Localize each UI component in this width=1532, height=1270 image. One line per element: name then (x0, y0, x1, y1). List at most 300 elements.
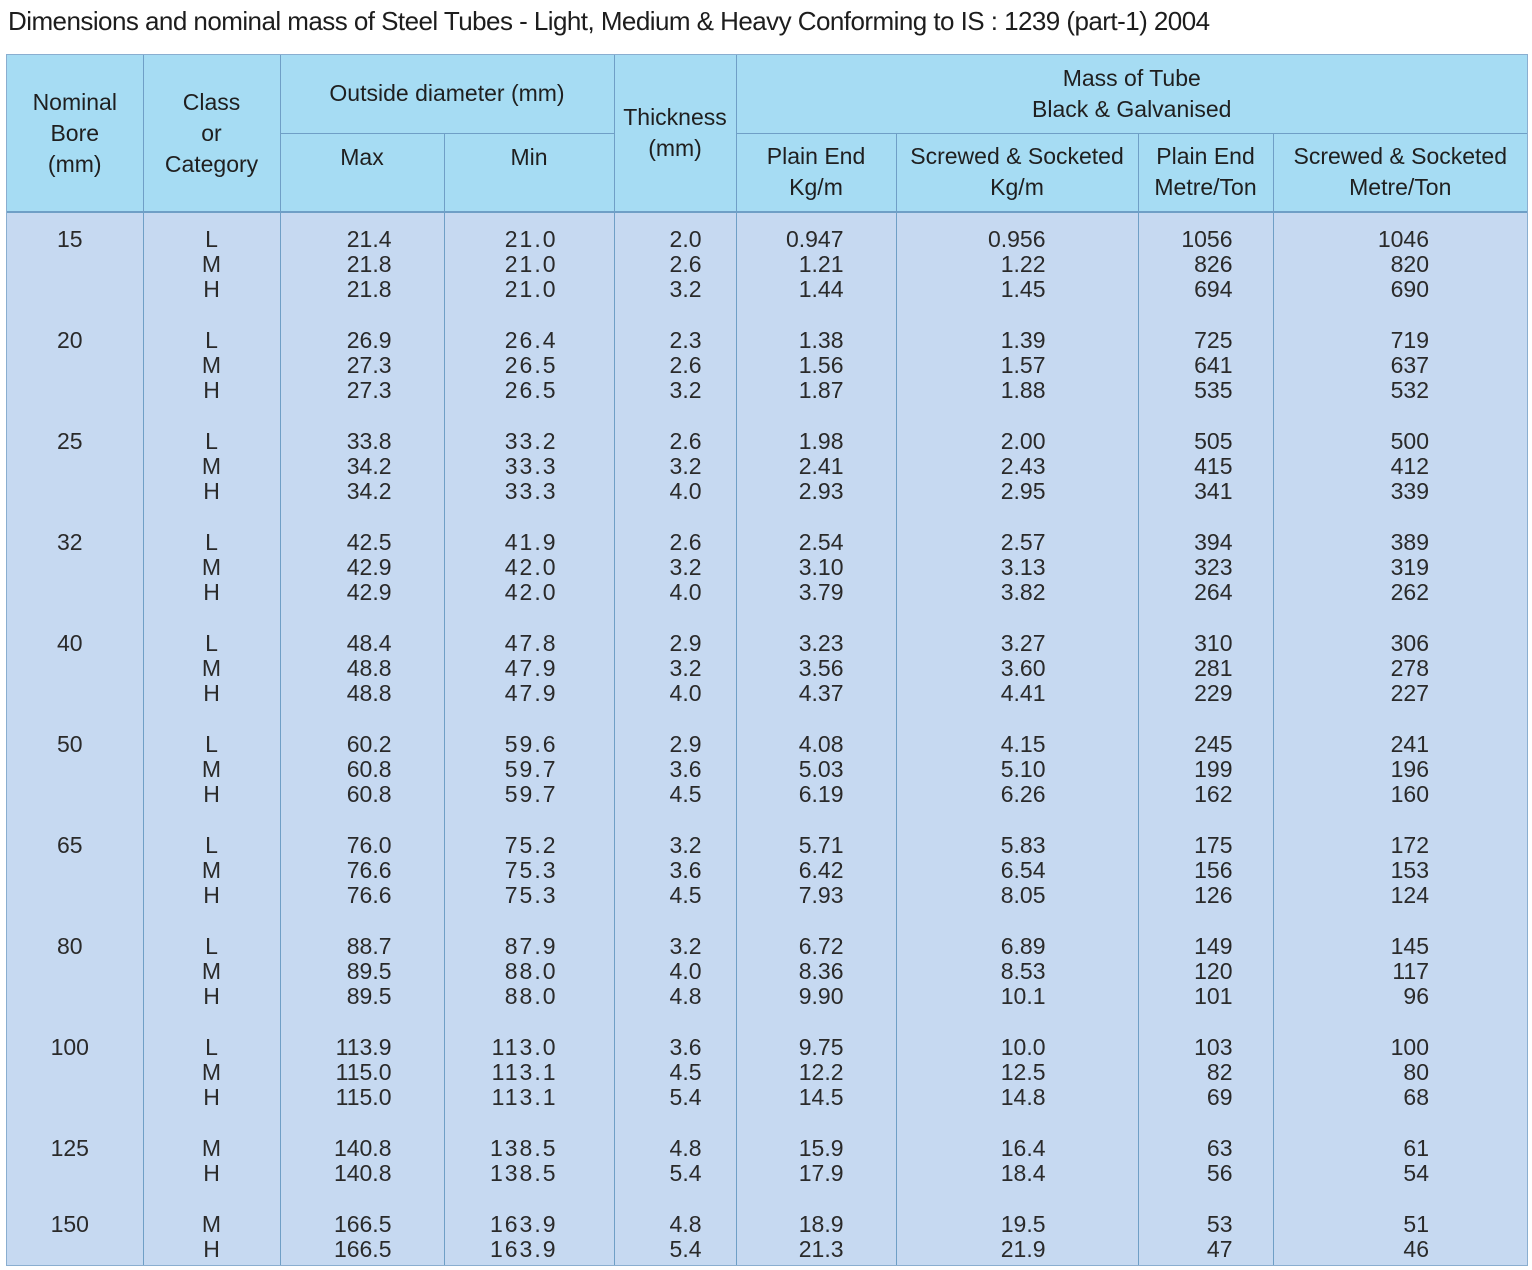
thickness-cell (614, 918, 736, 1019)
cell-value: 47 (1206, 1236, 1233, 1262)
table-row (7, 413, 1527, 514)
cell-value: H (203, 781, 220, 807)
plain-end-mt-cell (1138, 716, 1273, 817)
cell-value: 4.8 (669, 983, 702, 1009)
class-cell (143, 716, 280, 817)
screwed-kgm-cell (896, 716, 1138, 817)
cell-value: H (203, 1236, 220, 1262)
cell-value: 68 (1403, 1084, 1429, 1110)
cell-value: 3.2 (669, 377, 702, 403)
od-max-cell (280, 817, 444, 918)
cell-value: 126 (1194, 882, 1233, 908)
cell-value: 59.7 (504, 756, 558, 782)
cell-value: 42.9 (346, 579, 392, 605)
thickness-cell (614, 817, 736, 918)
cell-value: 8.05 (1000, 882, 1046, 908)
class-cell (143, 514, 280, 615)
cell-value: 2.57 (1000, 529, 1046, 555)
plain-end-kgm-cell (736, 615, 896, 716)
cell-value: 5.4 (669, 1160, 702, 1186)
cell-value: 103 (1194, 1034, 1233, 1060)
cell-value: 162 (1194, 781, 1233, 807)
cell-value: 120 (1194, 958, 1233, 984)
cell-value: 3.82 (1000, 579, 1046, 605)
cell-value: H (203, 478, 220, 504)
cell-value: 113.1 (491, 1059, 558, 1085)
cell-value: 140.8 (333, 1135, 392, 1161)
cell-value: 4.5 (669, 781, 702, 807)
plain-end-mt-cell (1138, 212, 1273, 312)
cell-value: L (205, 933, 218, 959)
od-min-cell (444, 1019, 614, 1120)
cell-value: 33.2 (504, 428, 558, 454)
screwed-mt-cell (1273, 514, 1527, 615)
cell-value: 63 (1206, 1135, 1233, 1161)
cell-value: 4.5 (669, 882, 702, 908)
cell-value: 5.4 (669, 1084, 702, 1110)
cell-value: 75.3 (504, 857, 558, 883)
plain-end-mt-cell (1138, 312, 1273, 413)
table-row (7, 615, 1527, 716)
cell-value: 637 (1390, 352, 1429, 378)
cell-value: 14.8 (1000, 1084, 1046, 1110)
cell-value: 166.5 (333, 1211, 392, 1237)
od-min-cell (444, 212, 614, 312)
cell-value: 33.8 (346, 428, 392, 454)
cell-value: 172 (1390, 832, 1429, 858)
cell-value: 4.0 (669, 478, 702, 504)
cell-value: 2.41 (798, 453, 844, 479)
cell-value: 415 (1194, 453, 1233, 479)
cell-value: 60.2 (346, 731, 392, 757)
cell-value: 10.1 (1000, 983, 1046, 1009)
cell-value: 96 (1403, 983, 1429, 1009)
screwed-mt-cell (1273, 716, 1527, 817)
screwed-kgm-cell (896, 817, 1138, 918)
cell-value: 3.13 (1000, 554, 1046, 580)
cell-value: 4.0 (669, 680, 702, 706)
nominal-bore-cell: 15 (7, 212, 143, 312)
cell-value: L (205, 1034, 218, 1060)
cell-value: 2.95 (1000, 478, 1046, 504)
cell-value: 138.5 (489, 1160, 558, 1186)
nominal-bore-cell: 125 (7, 1120, 143, 1196)
cell-value: 9.75 (798, 1034, 844, 1060)
cell-value: M (201, 756, 222, 782)
cell-value: 1.39 (1000, 327, 1046, 353)
od-max-cell (280, 918, 444, 1019)
cell-value: 46 (1403, 1236, 1429, 1262)
cell-value: 6.72 (798, 933, 844, 959)
cell-value: 156 (1194, 857, 1233, 883)
cell-value: M (201, 251, 222, 277)
cell-value: 323 (1194, 554, 1233, 580)
cell-value: 0.947 (785, 226, 844, 252)
cell-value: 56 (1206, 1160, 1233, 1186)
cell-value: 53 (1206, 1211, 1233, 1237)
cell-value: 1.44 (798, 276, 844, 302)
cell-value: 113.9 (335, 1034, 392, 1060)
cell-value: 6.26 (1000, 781, 1046, 807)
cell-value: 101 (1194, 983, 1233, 1009)
class-cell (143, 312, 280, 413)
od-min-cell (444, 312, 614, 413)
cell-value: 500 (1390, 428, 1429, 454)
screwed-mt-cell (1273, 817, 1527, 918)
cell-value: H (203, 1160, 220, 1186)
cell-value: 34.2 (346, 453, 392, 479)
nominal-bore-cell: 20 (7, 312, 143, 413)
thickness-cell (614, 212, 736, 312)
od-min-cell (444, 817, 614, 918)
cell-value: 89.5 (346, 983, 392, 1009)
cell-value: 6.19 (798, 781, 844, 807)
od-max-cell (280, 312, 444, 413)
cell-value: 60.8 (346, 781, 392, 807)
table-row (7, 212, 1527, 312)
screwed-kgm-cell (896, 615, 1138, 716)
cell-value: 26.5 (504, 352, 558, 378)
cell-value: 42.0 (504, 554, 558, 580)
cell-value: 3.2 (669, 554, 702, 580)
cell-value: 3.56 (798, 655, 844, 681)
cell-value: 3.6 (669, 857, 702, 883)
nominal-bore-cell: 40 (7, 615, 143, 716)
cell-value: 42.9 (346, 554, 392, 580)
cell-value: 76.6 (346, 857, 392, 883)
table-body (7, 212, 1527, 1266)
cell-value: 6.54 (1000, 857, 1046, 883)
class-cell (143, 918, 280, 1019)
od-min-cell (444, 1196, 614, 1266)
cell-value: L (205, 428, 218, 454)
cell-value: M (201, 655, 222, 681)
table-row (7, 312, 1527, 413)
nominal-bore-cell: 32 (7, 514, 143, 615)
cell-value: 19.5 (1000, 1211, 1046, 1237)
header-mass-of-tube: Mass of Tube Black & Galvanised (736, 55, 1527, 133)
plain-end-kgm-cell (736, 514, 896, 615)
cell-value: 3.6 (669, 1034, 702, 1060)
cell-value: 2.00 (1000, 428, 1046, 454)
cell-value: M (201, 352, 222, 378)
nominal-bore-cell: 25 (7, 413, 143, 514)
cell-value: 826 (1194, 251, 1233, 277)
cell-value: 2.9 (669, 630, 702, 656)
class-cell (143, 1196, 280, 1266)
cell-value: 532 (1390, 377, 1429, 403)
cell-value: 4.0 (669, 579, 702, 605)
od-min-cell (444, 615, 614, 716)
cell-value: 2.43 (1000, 453, 1046, 479)
screwed-mt-cell (1273, 1019, 1527, 1120)
table-row (7, 716, 1527, 817)
cell-value: 10.0 (1000, 1034, 1046, 1060)
cell-value: 54 (1403, 1160, 1429, 1186)
cell-value: 59.6 (504, 731, 558, 757)
screwed-kgm-cell (896, 1196, 1138, 1266)
cell-value: 394 (1194, 529, 1233, 555)
cell-value: 87.9 (504, 933, 558, 959)
plain-end-mt-cell (1138, 1196, 1273, 1266)
cell-value: 18.9 (798, 1211, 844, 1237)
od-max-cell (280, 1019, 444, 1120)
cell-value: M (201, 857, 222, 883)
cell-value: 4.8 (669, 1135, 702, 1161)
cell-value: 76.0 (346, 832, 392, 858)
cell-value: 163.9 (489, 1236, 558, 1262)
cell-value: 229 (1194, 680, 1233, 706)
cell-value: 138.5 (489, 1135, 558, 1161)
cell-value: 42.0 (504, 579, 558, 605)
cell-value: 3.2 (669, 933, 702, 959)
header-plain-end-mt: Plain End Metre/Ton (1138, 133, 1273, 212)
plain-end-kgm-cell (736, 212, 896, 312)
thickness-cell (614, 615, 736, 716)
screwed-kgm-cell (896, 312, 1138, 413)
table-row (7, 1019, 1527, 1120)
cell-value: 124 (1390, 882, 1429, 908)
nominal-bore-cell: 100 (7, 1019, 143, 1120)
cell-value: M (201, 453, 222, 479)
table-row (7, 918, 1527, 1019)
cell-value: 26.4 (504, 327, 558, 353)
cell-value: 41.9 (504, 529, 558, 555)
plain-end-kgm-cell (736, 413, 896, 514)
plain-end-mt-cell (1138, 918, 1273, 1019)
cell-value: L (205, 630, 218, 656)
cell-value: 6.42 (798, 857, 844, 883)
cell-value: 319 (1390, 554, 1429, 580)
cell-value: 505 (1194, 428, 1233, 454)
header-class: Class or Category (143, 55, 280, 212)
cell-value: 2.3 (669, 327, 702, 353)
cell-value: 12.2 (798, 1059, 844, 1085)
cell-value: 719 (1390, 327, 1429, 353)
cell-value: 27.3 (346, 377, 392, 403)
cell-value: 1.87 (798, 377, 844, 403)
plain-end-kgm-cell (736, 1120, 896, 1196)
cell-value: 725 (1194, 327, 1233, 353)
cell-value: 12.5 (1000, 1059, 1046, 1085)
cell-value: 3.23 (798, 630, 844, 656)
cell-value: 694 (1194, 276, 1233, 302)
cell-value: 61 (1403, 1135, 1429, 1161)
cell-value: 5.4 (669, 1236, 702, 1262)
od-max-cell (280, 716, 444, 817)
header-screwed-kgm: Screwed & Socketed Kg/m (896, 133, 1138, 212)
od-min-cell (444, 413, 614, 514)
plain-end-kgm-cell (736, 918, 896, 1019)
cell-value: 21.0 (504, 251, 558, 277)
header-screwed-mt: Screwed & Socketed Metre/Ton (1273, 133, 1527, 212)
cell-value: 641 (1194, 352, 1233, 378)
cell-value: 199 (1194, 756, 1233, 782)
cell-value: 4.41 (1000, 680, 1046, 706)
cell-value: 6.89 (1000, 933, 1046, 959)
cell-value: 4.08 (798, 731, 844, 757)
cell-value: 47.9 (504, 655, 558, 681)
cell-value: 7.93 (798, 882, 844, 908)
cell-value: 117 (1392, 958, 1429, 984)
cell-value: 2.54 (798, 529, 844, 555)
header-thickness: Thickness (mm) (614, 55, 736, 212)
cell-value: 42.5 (346, 529, 392, 555)
cell-value: 75.2 (504, 832, 558, 858)
cell-value: 48.8 (346, 680, 392, 706)
screwed-mt-cell (1273, 212, 1527, 312)
cell-value: 2.6 (669, 428, 702, 454)
plain-end-mt-cell (1138, 1120, 1273, 1196)
header-max: Max (280, 133, 444, 212)
cell-value: 100 (1390, 1034, 1429, 1060)
cell-value: 2.9 (669, 731, 702, 757)
thickness-cell (614, 1120, 736, 1196)
cell-value: 2.0 (669, 226, 702, 252)
cell-value: H (203, 276, 220, 302)
steel-tube-table (6, 54, 1528, 1266)
cell-value: 16.4 (1000, 1135, 1046, 1161)
screwed-mt-cell (1273, 615, 1527, 716)
cell-value: 5.83 (1000, 832, 1046, 858)
cell-value: 3.2 (669, 276, 702, 302)
cell-value: 389 (1390, 529, 1429, 555)
cell-value: M (201, 1059, 222, 1085)
thickness-cell (614, 312, 736, 413)
cell-value: 262 (1390, 579, 1429, 605)
header-plain-end-kgm: Plain End Kg/m (736, 133, 896, 212)
cell-value: 4.8 (669, 1211, 702, 1237)
screwed-kgm-cell (896, 1019, 1138, 1120)
cell-value: M (201, 554, 222, 580)
cell-value: 75.3 (504, 882, 558, 908)
od-min-cell (444, 716, 614, 817)
cell-value: H (203, 983, 220, 1009)
cell-value: 5.03 (798, 756, 844, 782)
plain-end-mt-cell (1138, 413, 1273, 514)
plain-end-mt-cell (1138, 817, 1273, 918)
cell-value: 14.5 (798, 1084, 844, 1110)
cell-value: 21.9 (1000, 1236, 1046, 1262)
class-cell (143, 615, 280, 716)
cell-value: 2.6 (669, 352, 702, 378)
cell-value: 278 (1390, 655, 1429, 681)
cell-value: 245 (1194, 731, 1233, 757)
cell-value: 2.6 (669, 529, 702, 555)
od-max-cell (280, 413, 444, 514)
screwed-mt-cell (1273, 918, 1527, 1019)
nominal-bore-cell: 80 (7, 918, 143, 1019)
cell-value: 88.7 (346, 933, 392, 959)
cell-value: M (201, 1135, 222, 1161)
cell-value: 3.6 (669, 756, 702, 782)
cell-value: 690 (1390, 276, 1429, 302)
cell-value: 80 (1403, 1059, 1429, 1085)
cell-value: M (201, 958, 222, 984)
cell-value: L (205, 832, 218, 858)
cell-value: 1046 (1377, 226, 1429, 252)
cell-value: H (203, 680, 220, 706)
cell-value: 34.2 (346, 478, 392, 504)
cell-value: 2.93 (798, 478, 844, 504)
plain-end-mt-cell (1138, 615, 1273, 716)
thickness-cell (614, 1196, 736, 1266)
thickness-cell (614, 716, 736, 817)
cell-value: 4.0 (669, 958, 702, 984)
cell-value: 3.79 (798, 579, 844, 605)
cell-value: 76.6 (346, 882, 392, 908)
class-cell (143, 212, 280, 312)
screwed-mt-cell (1273, 1196, 1527, 1266)
cell-value: 166.5 (333, 1236, 392, 1262)
cell-value: 21.3 (798, 1236, 844, 1262)
plain-end-kgm-cell (736, 817, 896, 918)
cell-value: 5.71 (798, 832, 844, 858)
cell-value: 21.8 (346, 251, 392, 277)
cell-value: 48.4 (346, 630, 392, 656)
cell-value: 310 (1194, 630, 1233, 656)
thickness-cell (614, 413, 736, 514)
plain-end-kgm-cell (736, 312, 896, 413)
cell-value: 1.98 (798, 428, 844, 454)
plain-end-kgm-cell (736, 716, 896, 817)
od-max-cell (280, 514, 444, 615)
cell-value: 339 (1390, 478, 1429, 504)
dimensions-table (7, 55, 1527, 1266)
cell-value: 140.8 (333, 1160, 392, 1186)
cell-value: 3.2 (669, 655, 702, 681)
screwed-kgm-cell (896, 413, 1138, 514)
cell-value: 1.21 (798, 251, 844, 277)
cell-value: 145 (1390, 933, 1429, 959)
cell-value: 281 (1194, 655, 1233, 681)
cell-value: 27.3 (346, 352, 392, 378)
cell-value: 21.0 (504, 276, 558, 302)
cell-value: 15.9 (798, 1135, 844, 1161)
od-max-cell (280, 212, 444, 312)
cell-value: 18.4 (1000, 1160, 1046, 1186)
class-cell (143, 1019, 280, 1120)
cell-value: H (203, 1084, 220, 1110)
od-min-cell (444, 1120, 614, 1196)
page-title: Dimensions and nominal mass of Steel Tubes - Light, Medium & Heavy Conforming to IS : 1239 (part-1) 2004 (8, 6, 1210, 36)
cell-value: 820 (1390, 251, 1429, 277)
cell-value: 1.22 (1000, 251, 1046, 277)
cell-value: 160 (1390, 781, 1429, 807)
cell-value: L (205, 226, 218, 252)
header-nominal-bore: Nominal Bore (mm) (7, 55, 143, 212)
cell-value: 196 (1390, 756, 1429, 782)
cell-value: 535 (1194, 377, 1233, 403)
cell-value: 8.36 (798, 958, 844, 984)
screwed-kgm-cell (896, 1120, 1138, 1196)
class-cell (143, 1120, 280, 1196)
cell-value: 153 (1390, 857, 1429, 883)
cell-value: 1.38 (798, 327, 844, 353)
screwed-mt-cell (1273, 1120, 1527, 1196)
cell-value: 412 (1390, 453, 1429, 479)
cell-value: 88.0 (504, 983, 558, 1009)
cell-value: 1.88 (1000, 377, 1046, 403)
cell-value: 89.5 (346, 958, 392, 984)
od-min-cell (444, 514, 614, 615)
screwed-kgm-cell (896, 514, 1138, 615)
cell-value: 26.9 (346, 327, 392, 353)
cell-value: 3.27 (1000, 630, 1046, 656)
cell-value: 17.9 (798, 1160, 844, 1186)
cell-value: 3.2 (669, 453, 702, 479)
cell-value: 4.37 (798, 680, 844, 706)
